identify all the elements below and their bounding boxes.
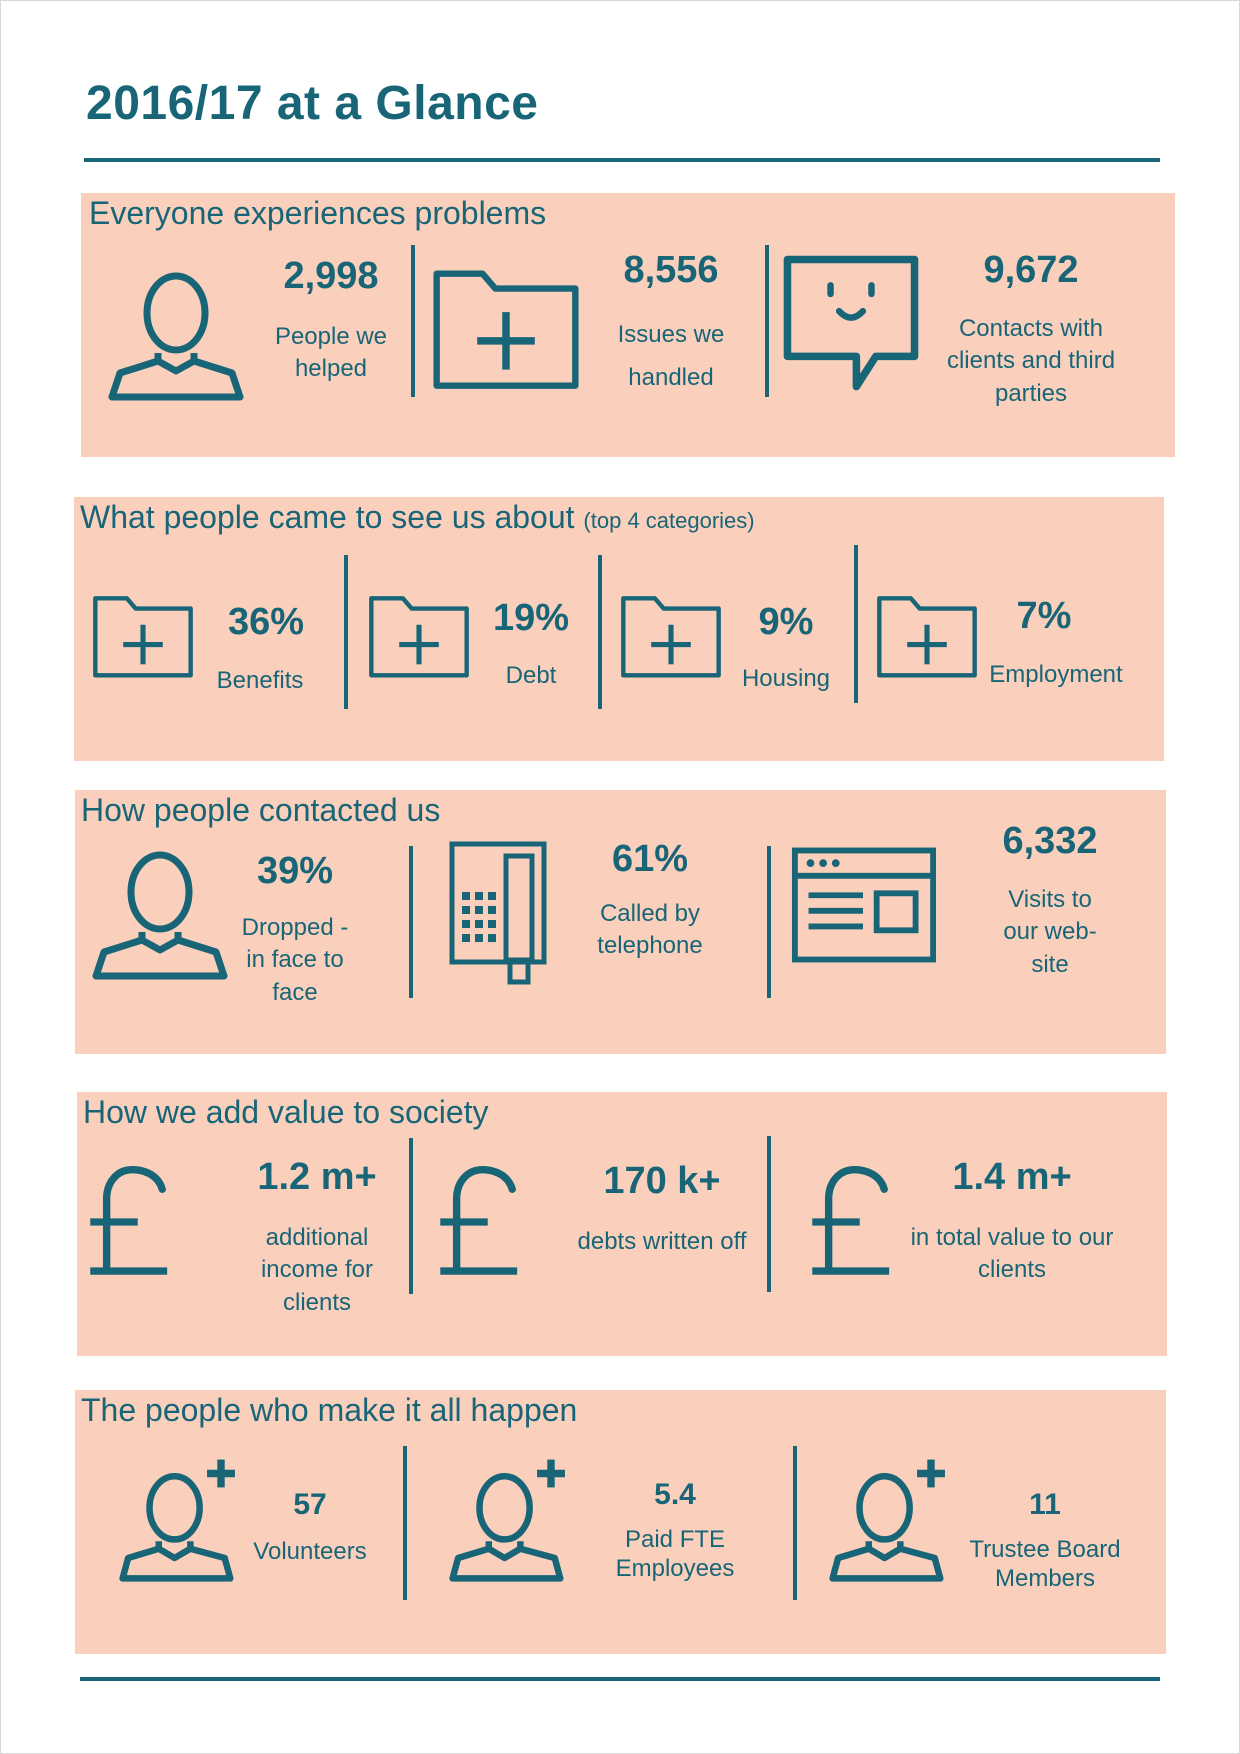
bottom-divider — [80, 1677, 1160, 1681]
stat-value: 8,556 — [623, 249, 719, 291]
folder-plus-icon — [431, 263, 581, 391]
stat-label: additional income for clients — [260, 1224, 374, 1316]
stat-value: 5.4 — [654, 1478, 696, 1511]
pound-icon — [437, 1162, 527, 1282]
stat-divider — [403, 1446, 407, 1600]
stat-value: 19% — [492, 597, 570, 639]
stat-value: 61% — [611, 838, 689, 880]
stat-divider — [409, 846, 413, 998]
add-person-icon — [117, 1454, 247, 1584]
folder-plus-icon — [364, 591, 474, 679]
stat-label: Called by telephone — [597, 900, 703, 960]
stat-value: 57 — [293, 1488, 327, 1521]
contact-title: How people contacted us — [81, 792, 441, 828]
stat-divider — [344, 555, 348, 709]
stat-label: Issues we handled — [617, 321, 725, 392]
people-panel — [75, 1390, 1166, 1654]
folder-plus-icon — [88, 591, 198, 679]
stat-divider — [854, 545, 858, 703]
pound-icon — [87, 1162, 177, 1282]
stat-value: 9,672 — [983, 249, 1079, 291]
problems-title: Everyone experiences problems — [89, 195, 547, 231]
stat-label: in total value to our clients — [910, 1224, 1114, 1284]
stat-label: Debt — [505, 662, 557, 689]
folder-plus-icon — [616, 591, 726, 679]
categories-subtitle: (top 4 categories) — [583, 508, 755, 533]
stat-divider — [767, 1136, 771, 1292]
stat-divider — [765, 245, 769, 397]
categories-panel — [74, 497, 1164, 761]
stat-value: 7% — [1016, 595, 1072, 637]
categories-title — [80, 499, 755, 536]
stat-divider — [411, 245, 415, 397]
stat-label: Volunteers — [253, 1538, 367, 1565]
pound-icon — [809, 1162, 899, 1282]
stat-label: Dropped -in face to face — [241, 914, 349, 1006]
add-person-icon — [827, 1454, 957, 1584]
stat-value: 6,332 — [1002, 820, 1098, 862]
telephone-icon — [447, 840, 549, 990]
page-title: 2016/17 at a Glance — [86, 77, 539, 130]
stat-label: debts written off — [577, 1228, 747, 1255]
value-panel — [77, 1092, 1167, 1356]
stat-label: Visits to our web- site — [1003, 886, 1097, 978]
chat-smile-icon — [781, 253, 921, 393]
stat-value: 1.4 m+ — [952, 1156, 1072, 1198]
value-title: How we add value to society — [83, 1094, 489, 1130]
stat-divider — [793, 1446, 797, 1600]
stat-value: 36% — [227, 601, 305, 643]
stat-label: Housing — [741, 665, 831, 692]
stat-label: Benefits — [216, 667, 304, 694]
stat-label: People we helped — [274, 323, 388, 383]
stat-value: 170 k+ — [603, 1160, 721, 1202]
browser-window-icon — [791, 846, 937, 964]
add-person-icon — [447, 1454, 577, 1584]
stat-divider — [409, 1138, 413, 1294]
stat-value: 11 — [1029, 1488, 1061, 1521]
person-icon — [101, 263, 251, 403]
person-icon — [89, 842, 231, 982]
top-divider — [84, 158, 1160, 162]
problems-panel — [81, 193, 1175, 457]
stat-divider — [767, 846, 771, 998]
people-title: The people who make it all happen — [81, 1392, 578, 1428]
stat-divider — [598, 555, 602, 709]
stat-label: Paid FTE Employees — [615, 1526, 735, 1582]
folder-plus-icon — [872, 591, 982, 679]
stat-value: 2,998 — [283, 255, 379, 297]
categories-title-main: What people came to see us about — [80, 499, 575, 535]
stat-label: Trustee Board Members — [969, 1536, 1121, 1592]
stat-value: 39% — [256, 850, 334, 892]
stat-label: Employment — [989, 661, 1123, 688]
stat-value: 9% — [758, 601, 814, 643]
stat-label: Contacts with clients and third parties — [946, 315, 1116, 407]
stat-value: 1.2 m+ — [257, 1156, 377, 1198]
contact-panel — [75, 790, 1166, 1054]
